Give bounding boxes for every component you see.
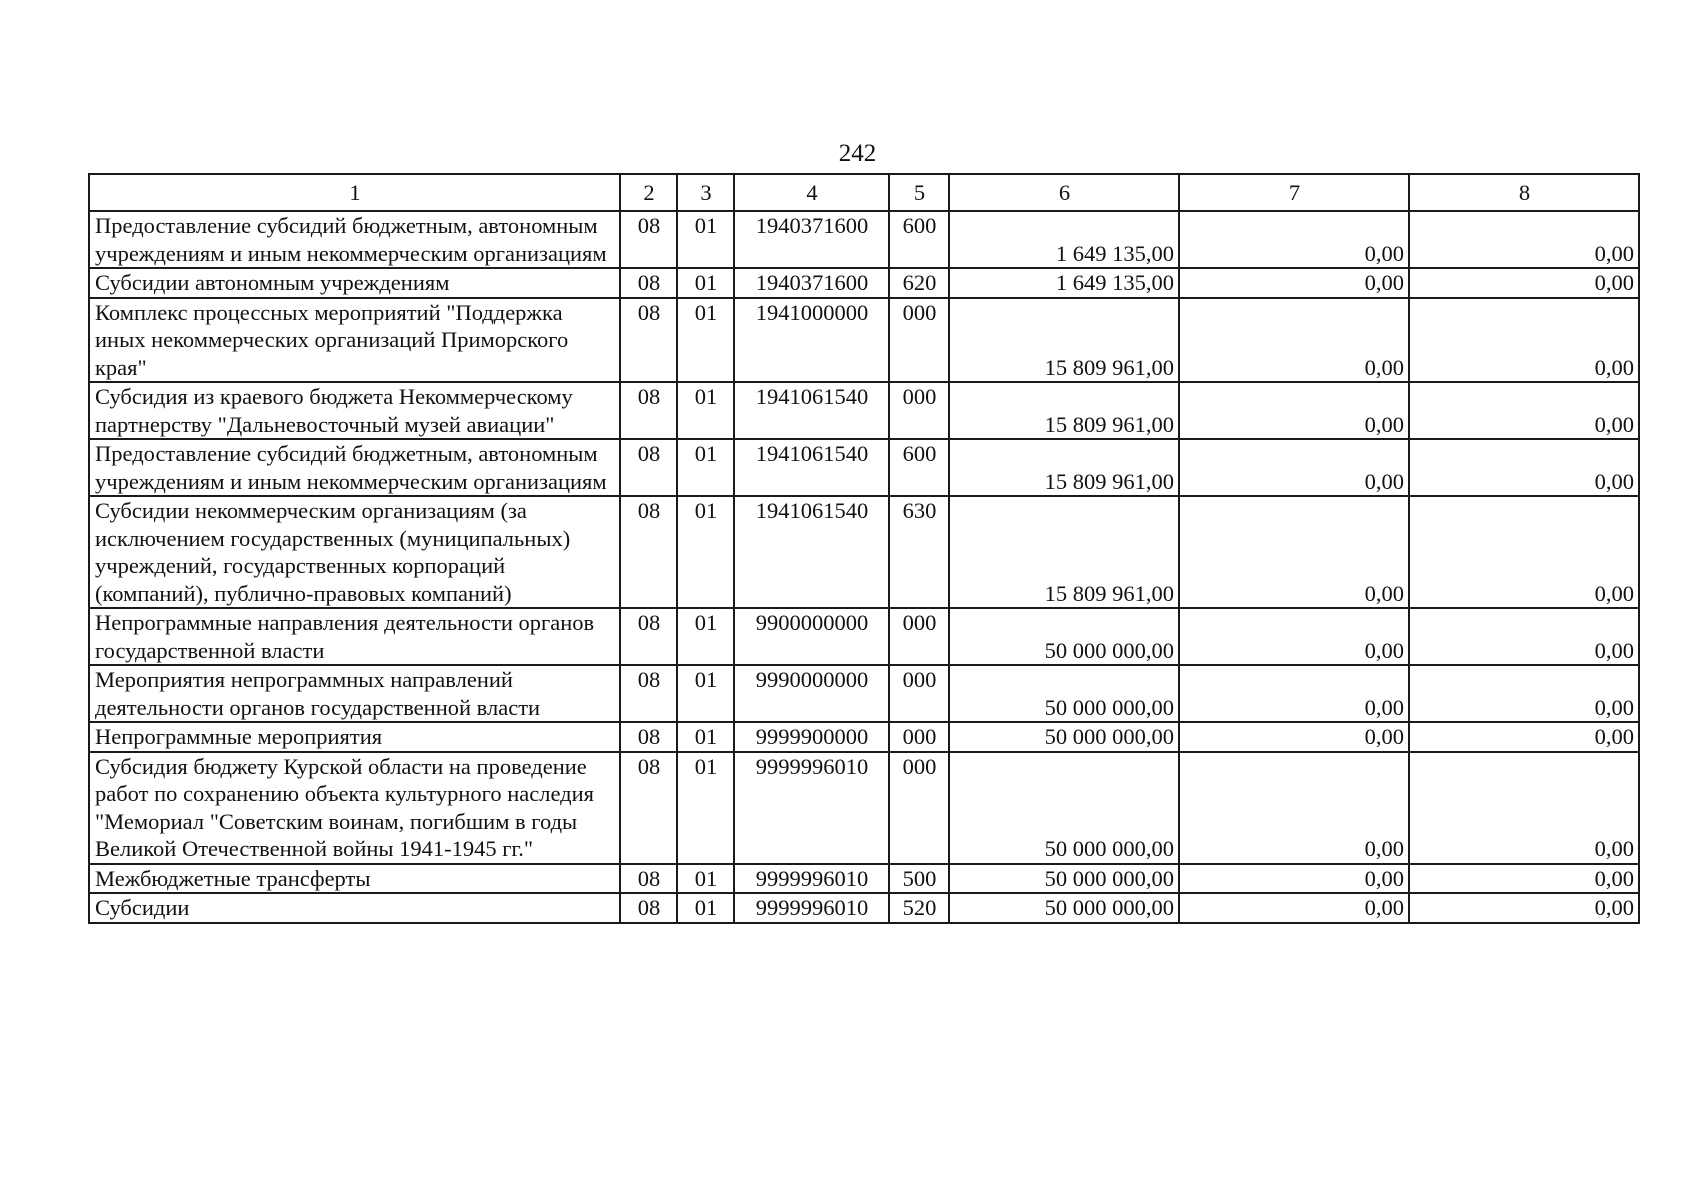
row-name-cell: Непрограммные мероприятия <box>89 722 620 752</box>
section-code-cell: 08 <box>620 722 677 752</box>
amount-year2-cell: 0,00 <box>1179 864 1409 894</box>
amount-year2-cell: 0,00 <box>1179 496 1409 608</box>
table-row <box>89 211 1639 268</box>
amount-year1-cell: 15 809 961,00 <box>949 298 1179 383</box>
table-header-row <box>89 174 1639 211</box>
target-article-cell: 1941000000 <box>734 298 889 383</box>
section-code-cell: 08 <box>620 752 677 864</box>
target-article-cell: 9990000000 <box>734 665 889 722</box>
table-row <box>89 382 1639 439</box>
target-article-cell: 1941061540 <box>734 382 889 439</box>
table-row <box>89 752 1639 864</box>
expense-type-cell: 600 <box>889 439 949 496</box>
subsection-code-cell: 01 <box>677 608 734 665</box>
row-name-cell: Непрограммные направления деятельности органов государственной власти <box>89 608 620 665</box>
table-row <box>89 298 1639 383</box>
amount-year3-cell: 0,00 <box>1409 752 1639 864</box>
amount-year2-cell: 0,00 <box>1179 608 1409 665</box>
amount-year1-cell: 50 000 000,00 <box>949 665 1179 722</box>
amount-year1-cell: 50 000 000,00 <box>949 752 1179 864</box>
expense-type-cell: 000 <box>889 665 949 722</box>
target-article-cell: 1941061540 <box>734 439 889 496</box>
table-body <box>89 211 1639 923</box>
row-name-cell: Субсидия бюджету Курской области на проведение работ по сохранению объекта культурного наследия "Мемориал "Советским воинам, погибшим в годы Великой Отечественной войны 1941-1945 гг." <box>89 752 620 864</box>
subsection-code-cell: 01 <box>677 211 734 268</box>
amount-year2-cell: 0,00 <box>1179 665 1409 722</box>
table-row <box>89 722 1639 752</box>
target-article-cell: 9999996010 <box>734 864 889 894</box>
amount-year1-cell: 50 000 000,00 <box>949 893 1179 923</box>
subsection-code-cell: 01 <box>677 496 734 608</box>
row-name-cell: Субсидии некоммерческим организациям (за исключением государственных (муниципальных) учреждений, государственных корпораций (компаний), публично-правовых компаний) <box>89 496 620 608</box>
expense-type-cell: 000 <box>889 382 949 439</box>
amount-year3-cell: 0,00 <box>1409 893 1639 923</box>
expense-type-cell: 000 <box>889 298 949 383</box>
table-row <box>89 268 1639 298</box>
expense-type-cell: 000 <box>889 722 949 752</box>
amount-year3-cell: 0,00 <box>1409 864 1639 894</box>
subsection-code-cell: 01 <box>677 893 734 923</box>
expense-type-cell: 620 <box>889 268 949 298</box>
target-article-cell: 9900000000 <box>734 608 889 665</box>
row-name-cell: Мероприятия непрограммных направлений деятельности органов государственной власти <box>89 665 620 722</box>
subsection-code-cell: 01 <box>677 298 734 383</box>
amount-year3-cell: 0,00 <box>1409 722 1639 752</box>
subsection-code-cell: 01 <box>677 268 734 298</box>
target-article-cell: 1940371600 <box>734 211 889 268</box>
column-header: 7 <box>1179 174 1409 211</box>
target-article-cell: 9999996010 <box>734 893 889 923</box>
amount-year1-cell: 50 000 000,00 <box>949 722 1179 752</box>
section-code-cell: 08 <box>620 382 677 439</box>
amount-year3-cell: 0,00 <box>1409 496 1639 608</box>
target-article-cell: 9999900000 <box>734 722 889 752</box>
section-code-cell: 08 <box>620 298 677 383</box>
column-header: 8 <box>1409 174 1639 211</box>
subsection-code-cell: 01 <box>677 665 734 722</box>
section-code-cell: 08 <box>620 211 677 268</box>
row-name-cell: Субсидия из краевого бюджета Некоммерческому партнерству "Дальневосточный музей авиации" <box>89 382 620 439</box>
target-article-cell: 9999996010 <box>734 752 889 864</box>
table-row <box>89 608 1639 665</box>
amount-year2-cell: 0,00 <box>1179 439 1409 496</box>
expense-type-cell: 500 <box>889 864 949 894</box>
amount-year1-cell: 50 000 000,00 <box>949 864 1179 894</box>
column-header: 5 <box>889 174 949 211</box>
amount-year1-cell: 50 000 000,00 <box>949 608 1179 665</box>
section-code-cell: 08 <box>620 608 677 665</box>
column-header: 1 <box>89 174 620 211</box>
subsection-code-cell: 01 <box>677 864 734 894</box>
amount-year1-cell: 15 809 961,00 <box>949 382 1179 439</box>
row-name-cell: Предоставление субсидий бюджетным, автономным учреждениям и иным некоммерческим организациям <box>89 439 620 496</box>
section-code-cell: 08 <box>620 268 677 298</box>
subsection-code-cell: 01 <box>677 752 734 864</box>
amount-year2-cell: 0,00 <box>1179 752 1409 864</box>
table-row <box>89 439 1639 496</box>
amount-year1-cell: 1 649 135,00 <box>949 268 1179 298</box>
amount-year3-cell: 0,00 <box>1409 608 1639 665</box>
target-article-cell: 1941061540 <box>734 496 889 608</box>
amount-year3-cell: 0,00 <box>1409 298 1639 383</box>
row-name-cell: Субсидии <box>89 893 620 923</box>
amount-year3-cell: 0,00 <box>1409 211 1639 268</box>
amount-year1-cell: 15 809 961,00 <box>949 439 1179 496</box>
expense-type-cell: 600 <box>889 211 949 268</box>
budget-table <box>88 173 1640 924</box>
column-header: 4 <box>734 174 889 211</box>
table-row <box>89 496 1639 608</box>
page-number: 242 <box>838 140 877 167</box>
section-code-cell: 08 <box>620 496 677 608</box>
subsection-code-cell: 01 <box>677 439 734 496</box>
column-header: 6 <box>949 174 1179 211</box>
section-code-cell: 08 <box>620 893 677 923</box>
expense-type-cell: 520 <box>889 893 949 923</box>
row-name-cell: Комплекс процессных мероприятий "Поддержка иных некоммерческих организаций Приморского края" <box>89 298 620 383</box>
amount-year3-cell: 0,00 <box>1409 268 1639 298</box>
expense-type-cell: 000 <box>889 608 949 665</box>
amount-year2-cell: 0,00 <box>1179 893 1409 923</box>
section-code-cell: 08 <box>620 665 677 722</box>
amount-year2-cell: 0,00 <box>1179 298 1409 383</box>
row-name-cell: Межбюджетные трансферты <box>89 864 620 894</box>
amount-year1-cell: 15 809 961,00 <box>949 496 1179 608</box>
column-header: 2 <box>620 174 677 211</box>
amount-year3-cell: 0,00 <box>1409 439 1639 496</box>
amount-year2-cell: 0,00 <box>1179 211 1409 268</box>
amount-year2-cell: 0,00 <box>1179 268 1409 298</box>
column-header: 3 <box>677 174 734 211</box>
amount-year1-cell: 1 649 135,00 <box>949 211 1179 268</box>
amount-year3-cell: 0,00 <box>1409 665 1639 722</box>
row-name-cell: Субсидии автономным учреждениям <box>89 268 620 298</box>
target-article-cell: 1940371600 <box>734 268 889 298</box>
amount-year2-cell: 0,00 <box>1179 722 1409 752</box>
expense-type-cell: 000 <box>889 752 949 864</box>
expense-type-cell: 630 <box>889 496 949 608</box>
subsection-code-cell: 01 <box>677 722 734 752</box>
row-name-cell: Предоставление субсидий бюджетным, автономным учреждениям и иным некоммерческим организациям <box>89 211 620 268</box>
section-code-cell: 08 <box>620 439 677 496</box>
table-row <box>89 893 1639 923</box>
section-code-cell: 08 <box>620 864 677 894</box>
table-row <box>89 665 1639 722</box>
amount-year3-cell: 0,00 <box>1409 382 1639 439</box>
amount-year2-cell: 0,00 <box>1179 382 1409 439</box>
table-row <box>89 864 1639 894</box>
subsection-code-cell: 01 <box>677 382 734 439</box>
